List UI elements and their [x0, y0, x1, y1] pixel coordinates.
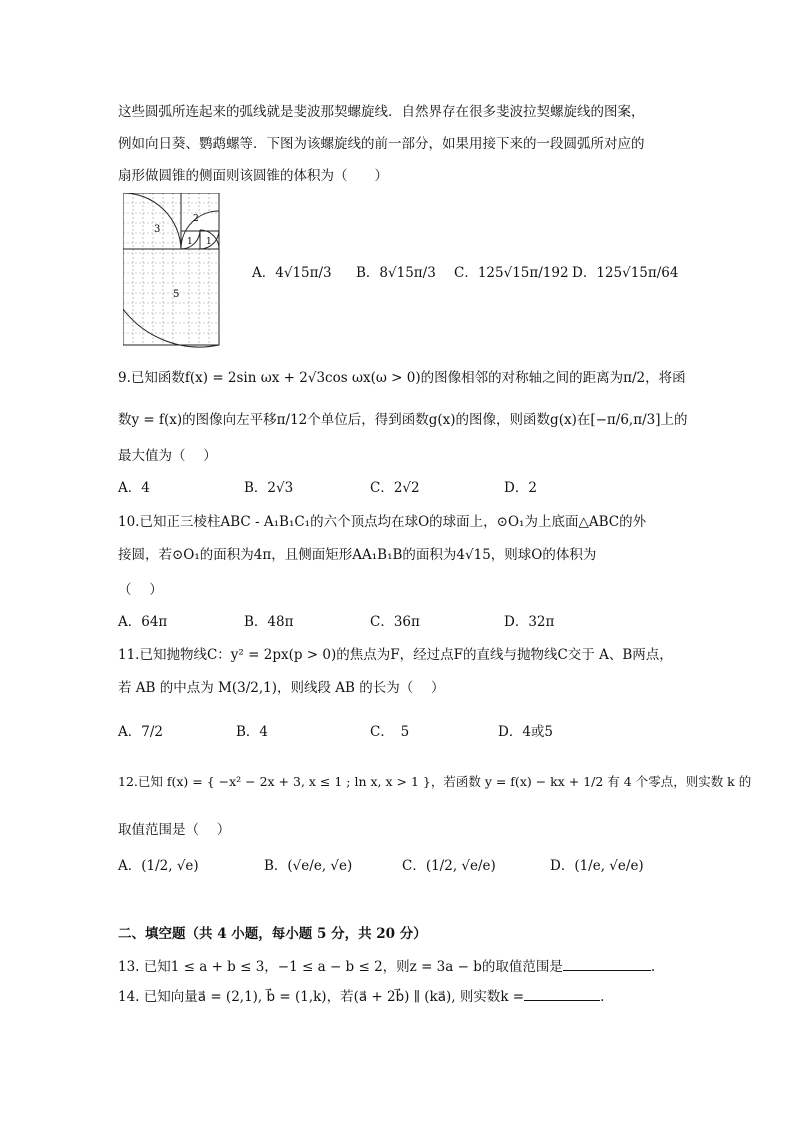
q14-text: 14. 已知向量a⃗ = (2,1), b⃗ = (1,k)，若(a⃗ + 2b⃗) ∥ (ka⃗), 则实数k = [118, 989, 525, 1005]
q11-option-d: D．4或5 [498, 724, 554, 740]
q9-option-a: A．4 [118, 480, 150, 496]
q10-option-c: C．36π [370, 614, 420, 630]
figure-label-1a: 1 [187, 237, 193, 247]
q9-line-3: 最大值为（ ） [118, 448, 217, 464]
q14-answer-blank[interactable] [524, 986, 600, 1001]
q10-line-1: 10.已知正三棱柱ABC - A₁B₁C₁的六个顶点均在球O的球面上，⊙O₁为上底面△ABC的外 [118, 514, 647, 530]
q8-option-c: C．125√15π/192 [454, 265, 569, 281]
figure-label-1b: 1 [206, 237, 212, 247]
q11-line-2: 若 AB 的中点为 M(3/2,1)，则线段 AB 的长为（ ） [118, 680, 445, 696]
q8-option-b: B．8√15π/3 [356, 265, 436, 281]
q10-option-d: D．32π [504, 614, 555, 630]
figure-label-3: 3 [154, 224, 161, 235]
q10-line-3: （ ） [118, 582, 163, 598]
q12-line-1: 12.已知 f(x) = { −x² − 2x + 3, x ≤ 1 ; ln x, x > 1 }，若函数 y = f(x) − kx + 1/2 有 4 个零点，则实数 k 的 [118, 774, 752, 789]
q12-option-a: A．(1/2, √e) [118, 858, 199, 874]
q11-option-b: B．4 [236, 724, 269, 740]
figure-label-5: 5 [173, 289, 180, 300]
figure-label-2: 2 [193, 214, 199, 224]
q12-option-c: C．(1/2, √e/e) [402, 858, 496, 874]
q10-line-2: 接圆，若⊙O₁的面积为4π，且侧面矩形AA₁B₁B的面积为4√15，则球O的体积为 [118, 547, 597, 563]
q8-option-a: A．4√15π/3 [252, 265, 332, 281]
q10-option-a: A．64π [118, 614, 168, 630]
q12-option-b: B．(√e/e, √e) [264, 858, 353, 874]
q11-line-1: 11.已知抛物线C：y² = 2px(p > 0)的焦点为F，经过点F的直线与抛物线C交于 A、B两点， [118, 647, 673, 663]
q11-option-c: C． 5 [370, 724, 410, 740]
intro-line-2: 例如向日葵、鹦鹉螺等．下图为该螺旋线的前一部分，如果用接下来的一段圆弧所对应的 [118, 136, 645, 152]
q9-option-c: C．2√2 [370, 480, 420, 496]
q11-option-a: A．7/2 [118, 724, 163, 740]
q9-line-2: 数y = f(x)的图像向左平移π/12个单位后，得到函数g(x)的图像，则函数g(x)在[−π/6,π/3]上的 [118, 412, 688, 428]
q9-line-1: 9.已知函数f(x) = 2sin ωx + 2√3cos ωx(ω > 0)的图像相邻的对称轴之间的距离为π/2，将函 [118, 370, 686, 386]
q13-text: 13. 已知1 ≤ a + b ≤ 3，−1 ≤ a − b ≤ 2，则z = 3a − b的取值范围是 [118, 959, 563, 975]
q8-option-d: D．125√15π/64 [572, 265, 679, 281]
q13-end: . [650, 959, 656, 975]
fibonacci-spiral-figure [123, 193, 223, 348]
q13-answer-blank[interactable] [563, 956, 651, 971]
q9-option-b: B．2√3 [244, 480, 294, 496]
q14-line [118, 986, 604, 1007]
q9-option-d: D．2 [504, 480, 537, 496]
intro-line-3: 扇形做圆锥的侧面则该圆锥的体积为（ ） [118, 168, 388, 184]
q10-option-b: B．48π [244, 614, 294, 630]
q12-line-2: 取值范围是（ ） [118, 822, 231, 838]
q12-option-d: D．(1/e, √e/e) [550, 858, 644, 874]
q13-line [118, 956, 655, 977]
section-2-title: 二、填空题（共 4 小题，每小题 5 分，共 20 分） [118, 926, 427, 942]
intro-line-1: 这些圆弧所连起来的弧线就是斐波那契螺旋线．自然界存在很多斐波拉契螺旋线的图案， [118, 104, 645, 120]
q14-end: . [600, 989, 605, 1005]
